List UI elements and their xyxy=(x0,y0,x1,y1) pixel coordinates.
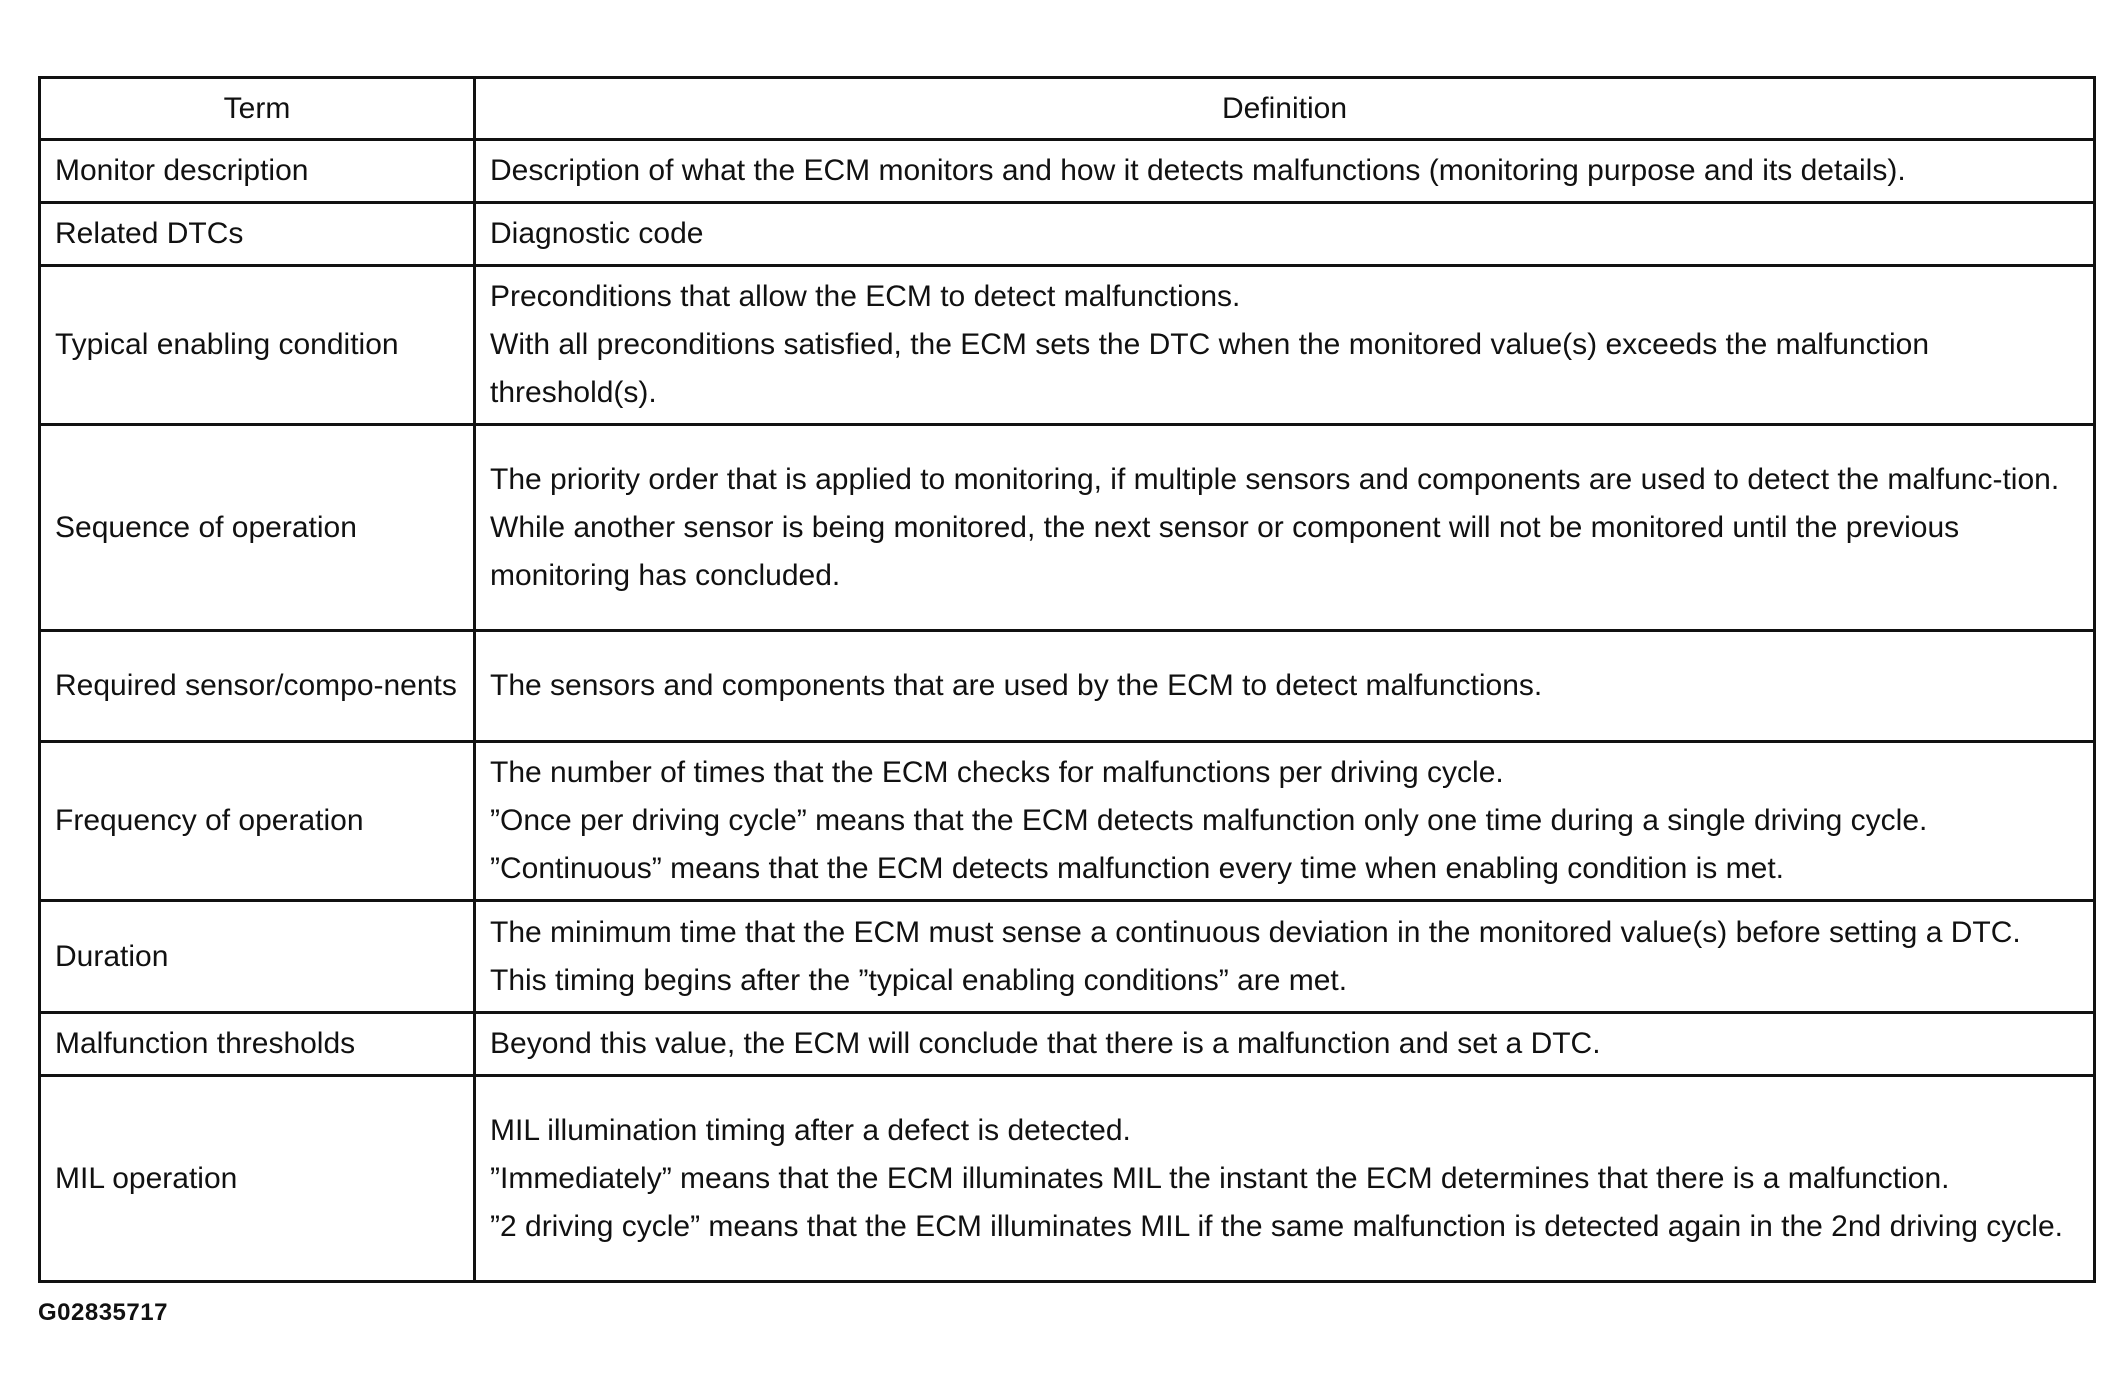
definition-line: With all preconditions satisfied, the ECM sets the DTC when the monitored value(s) exceeds the malfunction threshold(s). xyxy=(490,328,1930,409)
table-row xyxy=(40,140,2095,203)
definition-line: The minimum time that the ECM must sense a continuous deviation in the monitored value(s) before setting a DTC. This timing begins after the ”typical enabling conditions” are met. xyxy=(490,915,2021,997)
definition-line: Preconditions that allow the ECM to detect malfunctions. xyxy=(490,280,1241,313)
term-cell: Related DTCs xyxy=(40,203,475,266)
term-cell: Frequency of operation xyxy=(40,742,475,901)
definition-line: ”2 driving cycle” means that the ECM illuminates MIL if the same malfunction is detected again in the 2nd driving cycle. xyxy=(490,1209,2063,1243)
definition-line: ”Continuous” means that the ECM detects malfunction every time when enabling condition is met. xyxy=(490,852,1784,885)
table-row xyxy=(40,203,2095,266)
definition-line: ”Once per driving cycle” means that the ECM detects malfunction only one time during a single driving cycle. xyxy=(490,804,1928,837)
definition-cell xyxy=(475,140,2095,203)
definition-cell xyxy=(475,631,2095,742)
definition-line: Beyond this value, the ECM will conclude that there is a malfunction and set a DTC. xyxy=(490,1027,1601,1060)
definition-cell xyxy=(475,901,2095,1013)
figure-id-label: G02835717 xyxy=(38,1299,168,1326)
table-row xyxy=(40,425,2095,631)
definition-cell xyxy=(475,1013,2095,1076)
definition-cell xyxy=(475,742,2095,901)
term-cell: Required sensor/compo-nents xyxy=(40,631,475,742)
definition-line: Description of what the ECM monitors and how it detects malfunctions (monitoring purpose and its details). xyxy=(490,154,1906,187)
table-row xyxy=(40,742,2095,901)
definition-line: MIL illumination timing after a defect is detected. xyxy=(490,1113,1131,1147)
definition-line: The number of times that the ECM checks for malfunctions per driving cycle. xyxy=(490,756,1504,789)
term-column-header: Term xyxy=(40,78,475,140)
term-cell: Typical enabling condition xyxy=(40,266,475,425)
definition-line: The priority order that is applied to monitoring, if multiple sensors and components are used to detect the malfunc-tion. xyxy=(490,462,2060,496)
table-row xyxy=(40,1013,2095,1076)
definition-line: While another sensor is being monitored, the next sensor or component will not be monitored until the previous monitoring has concluded. xyxy=(490,510,1960,592)
definition-cell xyxy=(475,203,2095,266)
term-cell: Malfunction thresholds xyxy=(40,1013,475,1076)
table-header-row xyxy=(40,78,2095,140)
term-cell: Monitor description xyxy=(40,140,475,203)
table-row xyxy=(40,1076,2095,1282)
term-definition-table xyxy=(38,76,2096,1283)
definition-line: Diagnostic code xyxy=(490,217,704,250)
table-row xyxy=(40,266,2095,425)
table-row xyxy=(40,901,2095,1013)
definition-cell xyxy=(475,266,2095,425)
definition-cell xyxy=(475,1076,2095,1282)
term-cell: Sequence of operation xyxy=(40,425,475,631)
table-row xyxy=(40,631,2095,742)
definition-cell xyxy=(475,425,2095,631)
definition-line: ”Immediately” means that the ECM illuminates MIL the instant the ECM determines that there is a malfunction. xyxy=(490,1161,1950,1195)
term-cell: Duration xyxy=(40,901,475,1013)
definition-line: The sensors and components that are used by the ECM to detect malfunctions. xyxy=(490,669,1543,702)
definition-column-header: Definition xyxy=(475,78,2095,140)
term-cell: MIL operation xyxy=(40,1076,475,1282)
